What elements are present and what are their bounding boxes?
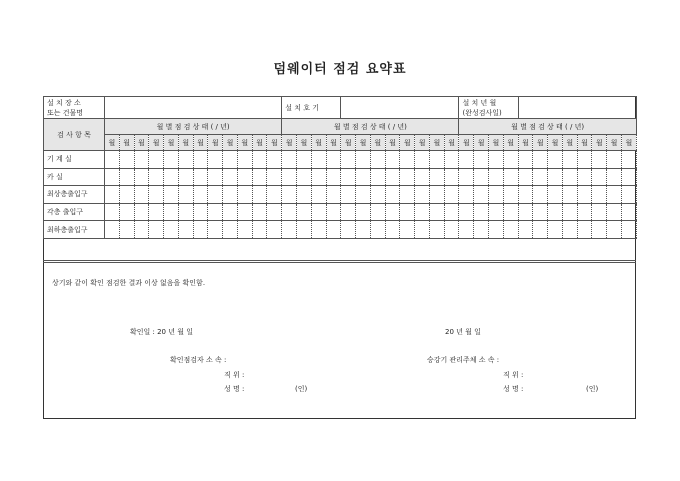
confirm-date-right: 20 년 월 일: [445, 328, 481, 336]
monthly-status-cell[interactable]: [429, 168, 444, 186]
inspection-item-label: 최하층출입구: [44, 221, 105, 239]
monthly-status-cell[interactable]: [592, 203, 607, 221]
month-header: 월: [149, 135, 164, 151]
month-header: 월: [503, 135, 518, 151]
month-header: 월: [548, 135, 563, 151]
monthly-status-cell[interactable]: [237, 203, 252, 221]
monthly-status-cell[interactable]: [489, 203, 504, 221]
monthly-status-cell[interactable]: [533, 151, 548, 169]
monthly-status-cell[interactable]: [149, 203, 164, 221]
monthly-status-cell[interactable]: [341, 203, 356, 221]
manager-name: 성 명 :: [503, 385, 524, 393]
location-label: [44, 97, 105, 119]
monthly-status-cell[interactable]: [178, 151, 193, 169]
item-header: 검 사 항 목: [44, 119, 105, 151]
month-header: 월: [105, 135, 120, 151]
monthly-status-cell[interactable]: [562, 221, 577, 239]
month-header: 월: [385, 135, 400, 151]
monthly-status-cell[interactable]: [459, 168, 474, 186]
monthly-status-cell[interactable]: [400, 151, 415, 169]
monthly-status-cell[interactable]: [356, 221, 371, 239]
monthly-status-cell[interactable]: [459, 221, 474, 239]
monthly-status-cell[interactable]: [326, 221, 341, 239]
manager-position: 직 위 :: [503, 371, 524, 379]
monthly-status-cell[interactable]: [164, 203, 179, 221]
monthly-status-cell[interactable]: [429, 186, 444, 204]
month-header: 월: [134, 135, 149, 151]
monthly-status-cell[interactable]: [548, 203, 563, 221]
monthly-status-cell[interactable]: [208, 151, 223, 169]
monthly-status-cell[interactable]: [311, 186, 326, 204]
monthly-status-cell[interactable]: [208, 168, 223, 186]
monthly-status-cell[interactable]: [518, 186, 533, 204]
month-header: 월: [208, 135, 223, 151]
monthly-status-cell[interactable]: [223, 221, 238, 239]
monthly-status-cell[interactable]: [208, 186, 223, 204]
monthly-status-cell[interactable]: [341, 186, 356, 204]
page-title: 덤웨이터 점검 요약표: [273, 62, 407, 77]
month-header: 월: [282, 135, 297, 151]
month-header: 월: [297, 135, 312, 151]
monthly-status-cell[interactable]: [252, 168, 267, 186]
monthly-status-cell[interactable]: [149, 151, 164, 169]
inspector-name: 성 명 :: [224, 385, 245, 393]
monthly-status-cell[interactable]: [164, 168, 179, 186]
monthly-status-cell[interactable]: [385, 168, 400, 186]
monthly-status-cell[interactable]: [119, 151, 134, 169]
monthly-status-cell[interactable]: [297, 151, 312, 169]
month-header: 월: [518, 135, 533, 151]
monthly-status-cell[interactable]: [105, 203, 120, 221]
unit-no-label: 설 치 호 기: [282, 97, 341, 119]
month-header: 월: [400, 135, 415, 151]
monthly-status-cell[interactable]: [385, 186, 400, 204]
monthly-status-cell[interactable]: [562, 168, 577, 186]
monthly-status-cell[interactable]: [518, 221, 533, 239]
monthly-status-cell[interactable]: [548, 221, 563, 239]
section-separator: [43, 260, 636, 263]
monthly-status-cell[interactable]: [607, 168, 622, 186]
monthly-status-cell[interactable]: [311, 203, 326, 221]
month-header: 월: [193, 135, 208, 151]
monthly-status-cell[interactable]: [311, 221, 326, 239]
monthly-status-cell[interactable]: [208, 203, 223, 221]
inspector-position: 직 위 :: [224, 371, 245, 379]
monthly-status-cell[interactable]: [385, 151, 400, 169]
month-header: 월: [178, 135, 193, 151]
monthly-status-cell[interactable]: [237, 151, 252, 169]
monthly-status-cell[interactable]: [444, 203, 459, 221]
monthly-status-cell[interactable]: [518, 151, 533, 169]
monthly-status-cell[interactable]: [592, 221, 607, 239]
monthly-status-cell[interactable]: [415, 151, 430, 169]
monthly-status-cell[interactable]: [178, 221, 193, 239]
monthly-status-cell[interactable]: [119, 186, 134, 204]
monthly-status-cell[interactable]: [341, 168, 356, 186]
location-field[interactable]: [105, 97, 282, 119]
monthly-status-cell[interactable]: [489, 151, 504, 169]
monthly-status-cell[interactable]: [134, 151, 149, 169]
monthly-status-cell[interactable]: [208, 221, 223, 239]
monthly-status-cell[interactable]: [459, 203, 474, 221]
monthly-status-cell[interactable]: [621, 168, 636, 186]
monthly-status-cell[interactable]: [562, 151, 577, 169]
monthly-header-1: 월 별 점 검 상 태 ( / 년): [105, 119, 282, 135]
location-label-line1: 설 치 장 소: [47, 98, 81, 107]
inspection-table: [43, 96, 637, 239]
monthly-status-cell[interactable]: [503, 168, 518, 186]
month-header: 월: [341, 135, 356, 151]
monthly-status-cell[interactable]: [548, 151, 563, 169]
monthly-status-cell[interactable]: [252, 221, 267, 239]
month-header: 월: [415, 135, 430, 151]
monthly-status-cell[interactable]: [267, 203, 282, 221]
monthly-status-cell[interactable]: [297, 186, 312, 204]
monthly-status-cell[interactable]: [577, 221, 592, 239]
monthly-status-cell[interactable]: [297, 221, 312, 239]
monthly-status-cell[interactable]: [607, 186, 622, 204]
monthly-status-cell[interactable]: [400, 221, 415, 239]
monthly-header-3: 월 별 점 검 상 태 ( / 년): [459, 119, 636, 135]
location-label-line2: 또는 건물명: [47, 108, 84, 117]
monthly-status-cell[interactable]: [252, 186, 267, 204]
monthly-status-cell[interactable]: [282, 168, 297, 186]
month-header: 월: [444, 135, 459, 151]
monthly-status-cell[interactable]: [267, 168, 282, 186]
inspection-item-label: 카 실: [44, 168, 105, 186]
monthly-status-cell[interactable]: [533, 168, 548, 186]
install-date-label-line2: (완성검사일): [462, 108, 502, 117]
monthly-status-cell[interactable]: [119, 221, 134, 239]
monthly-status-cell[interactable]: [607, 203, 622, 221]
monthly-status-cell[interactable]: [444, 151, 459, 169]
monthly-status-cell[interactable]: [105, 151, 120, 169]
monthly-status-cell[interactable]: [134, 186, 149, 204]
monthly-status-cell[interactable]: [223, 168, 238, 186]
monthly-status-cell[interactable]: [178, 186, 193, 204]
monthly-status-cell[interactable]: [400, 203, 415, 221]
monthly-status-cell[interactable]: [193, 186, 208, 204]
monthly-status-cell[interactable]: [149, 186, 164, 204]
monthly-status-cell[interactable]: [193, 203, 208, 221]
month-header: 월: [621, 135, 636, 151]
monthly-status-cell[interactable]: [326, 168, 341, 186]
inspection-item-label: 각층 출입구: [44, 203, 105, 221]
monthly-status-cell[interactable]: [341, 221, 356, 239]
monthly-status-cell[interactable]: [356, 203, 371, 221]
monthly-status-cell[interactable]: [282, 221, 297, 239]
inspection-item-row: [44, 221, 637, 239]
install-date-label: [459, 97, 518, 119]
month-header: 월: [356, 135, 371, 151]
monthly-status-cell[interactable]: [518, 203, 533, 221]
monthly-status-cell[interactable]: [297, 168, 312, 186]
monthly-status-cell[interactable]: [356, 186, 371, 204]
manager-affiliation: 승강기 관리주체 소 속 :: [427, 356, 500, 364]
month-header: 월: [607, 135, 622, 151]
monthly-status-cell[interactable]: [341, 151, 356, 169]
monthly-status-cell[interactable]: [400, 168, 415, 186]
inspection-item-row: [44, 186, 637, 204]
monthly-status-cell[interactable]: [415, 221, 430, 239]
monthly-status-cell[interactable]: [193, 168, 208, 186]
inspector-affiliation: 확인점검자 소 속 :: [170, 356, 227, 364]
monthly-status-cell[interactable]: [149, 168, 164, 186]
unit-no-field[interactable]: [341, 97, 459, 119]
month-header: 월: [223, 135, 238, 151]
monthly-status-cell[interactable]: [282, 151, 297, 169]
monthly-status-cell[interactable]: [621, 151, 636, 169]
monthly-status-cell[interactable]: [223, 186, 238, 204]
monthly-header-2: 월 별 점 검 상 태 ( / 년): [282, 119, 459, 135]
monthly-status-cell[interactable]: [149, 221, 164, 239]
monthly-status-cell[interactable]: [415, 203, 430, 221]
manager-seal: (인): [586, 385, 599, 393]
inspection-item-label: 기 계 실: [44, 151, 105, 169]
monthly-status-cell[interactable]: [252, 203, 267, 221]
month-header: 월: [311, 135, 326, 151]
monthly-status-cell[interactable]: [385, 203, 400, 221]
monthly-status-cell[interactable]: [562, 203, 577, 221]
monthly-status-cell[interactable]: [119, 168, 134, 186]
monthly-status-cell[interactable]: [237, 168, 252, 186]
monthly-status-cell[interactable]: [592, 168, 607, 186]
monthly-status-cell[interactable]: [370, 221, 385, 239]
month-header: 월: [370, 135, 385, 151]
monthly-status-cell[interactable]: [503, 186, 518, 204]
month-header: 월: [459, 135, 474, 151]
monthly-status-cell[interactable]: [237, 221, 252, 239]
monthly-status-cell[interactable]: [356, 168, 371, 186]
monthly-status-cell[interactable]: [267, 151, 282, 169]
monthly-status-cell[interactable]: [178, 168, 193, 186]
monthly-status-cell[interactable]: [577, 168, 592, 186]
monthly-status-cell[interactable]: [577, 151, 592, 169]
monthly-status-cell[interactable]: [533, 221, 548, 239]
monthly-status-cell[interactable]: [518, 168, 533, 186]
monthly-status-cell[interactable]: [223, 203, 238, 221]
monthly-status-cell[interactable]: [533, 186, 548, 204]
monthly-status-cell[interactable]: [267, 186, 282, 204]
monthly-status-cell[interactable]: [356, 151, 371, 169]
install-date-field[interactable]: [518, 97, 636, 119]
monthly-status-cell[interactable]: [459, 151, 474, 169]
monthly-status-cell[interactable]: [282, 186, 297, 204]
monthly-status-cell[interactable]: [105, 168, 120, 186]
monthly-status-cell[interactable]: [607, 151, 622, 169]
month-header: 월: [164, 135, 179, 151]
monthly-status-cell[interactable]: [621, 221, 636, 239]
month-header: 월: [326, 135, 341, 151]
monthly-status-cell[interactable]: [193, 221, 208, 239]
monthly-status-cell[interactable]: [444, 221, 459, 239]
monthly-status-cell[interactable]: [311, 151, 326, 169]
monthly-status-cell[interactable]: [429, 203, 444, 221]
monthly-status-cell[interactable]: [474, 186, 489, 204]
monthly-status-cell[interactable]: [429, 151, 444, 169]
month-header: 월: [429, 135, 444, 151]
month-header: 월: [577, 135, 592, 151]
inspection-item-label: 최상층출입구: [44, 186, 105, 204]
monthly-status-cell[interactable]: [134, 203, 149, 221]
month-header: 월: [562, 135, 577, 151]
monthly-status-cell[interactable]: [577, 186, 592, 204]
monthly-status-cell[interactable]: [370, 168, 385, 186]
monthly-status-cell[interactable]: [562, 186, 577, 204]
monthly-status-cell[interactable]: [134, 221, 149, 239]
monthly-status-cell[interactable]: [474, 203, 489, 221]
monthly-status-cell[interactable]: [164, 186, 179, 204]
inspection-item-row: [44, 203, 637, 221]
monthly-status-cell[interactable]: [105, 221, 120, 239]
inspector-seal: (인): [295, 385, 308, 393]
month-header: 월: [237, 135, 252, 151]
monthly-status-cell[interactable]: [474, 151, 489, 169]
monthly-status-cell[interactable]: [489, 168, 504, 186]
month-header: 월: [119, 135, 134, 151]
monthly-status-cell[interactable]: [400, 186, 415, 204]
monthly-status-cell[interactable]: [326, 203, 341, 221]
month-header: 월: [533, 135, 548, 151]
month-header: 월: [489, 135, 504, 151]
monthly-status-cell[interactable]: [548, 186, 563, 204]
monthly-status-cell[interactable]: [164, 221, 179, 239]
monthly-status-cell[interactable]: [385, 221, 400, 239]
monthly-status-cell[interactable]: [370, 151, 385, 169]
monthly-status-cell[interactable]: [282, 203, 297, 221]
monthly-status-cell[interactable]: [326, 186, 341, 204]
monthly-status-cell[interactable]: [223, 151, 238, 169]
monthly-status-cell[interactable]: [444, 186, 459, 204]
inspection-item-row: [44, 151, 637, 169]
monthly-status-cell[interactable]: [474, 221, 489, 239]
monthly-status-cell[interactable]: [326, 151, 341, 169]
monthly-status-cell[interactable]: [489, 221, 504, 239]
monthly-status-cell[interactable]: [297, 203, 312, 221]
monthly-status-cell[interactable]: [621, 186, 636, 204]
monthly-status-cell[interactable]: [592, 151, 607, 169]
monthly-status-cell[interactable]: [548, 168, 563, 186]
monthly-status-cell[interactable]: [592, 186, 607, 204]
inspection-item-row: [44, 168, 637, 186]
install-date-label-line1: 설 치 년 월: [462, 98, 497, 107]
monthly-status-cell[interactable]: [311, 168, 326, 186]
monthly-status-cell[interactable]: [503, 221, 518, 239]
monthly-status-cell[interactable]: [459, 186, 474, 204]
monthly-status-cell[interactable]: [621, 203, 636, 221]
monthly-status-cell[interactable]: [415, 186, 430, 204]
monthly-status-cell[interactable]: [607, 221, 622, 239]
monthly-status-cell[interactable]: [237, 186, 252, 204]
monthly-status-cell[interactable]: [503, 203, 518, 221]
monthly-status-cell[interactable]: [415, 168, 430, 186]
monthly-status-cell[interactable]: [533, 203, 548, 221]
monthly-status-cell[interactable]: [178, 203, 193, 221]
month-header: 월: [474, 135, 489, 151]
monthly-status-cell[interactable]: [105, 186, 120, 204]
monthly-status-cell[interactable]: [429, 221, 444, 239]
monthly-status-cell[interactable]: [267, 221, 282, 239]
monthly-status-cell[interactable]: [489, 186, 504, 204]
monthly-status-cell[interactable]: [193, 151, 208, 169]
monthly-status-cell[interactable]: [370, 203, 385, 221]
monthly-status-cell[interactable]: [164, 151, 179, 169]
monthly-status-cell[interactable]: [577, 203, 592, 221]
monthly-status-cell[interactable]: [252, 151, 267, 169]
month-header: 월: [252, 135, 267, 151]
monthly-status-cell[interactable]: [134, 168, 149, 186]
month-header: 월: [267, 135, 282, 151]
confirm-date: 확인일 : 20 년 월 일: [130, 328, 193, 336]
monthly-status-cell[interactable]: [444, 168, 459, 186]
confirmation-statement: 상기와 같이 확인 점검한 결과 이상 없음을 확인함.: [52, 279, 206, 287]
month-header: 월: [592, 135, 607, 151]
monthly-status-cell[interactable]: [370, 186, 385, 204]
monthly-status-cell[interactable]: [474, 168, 489, 186]
monthly-status-cell[interactable]: [119, 203, 134, 221]
monthly-status-cell[interactable]: [503, 151, 518, 169]
